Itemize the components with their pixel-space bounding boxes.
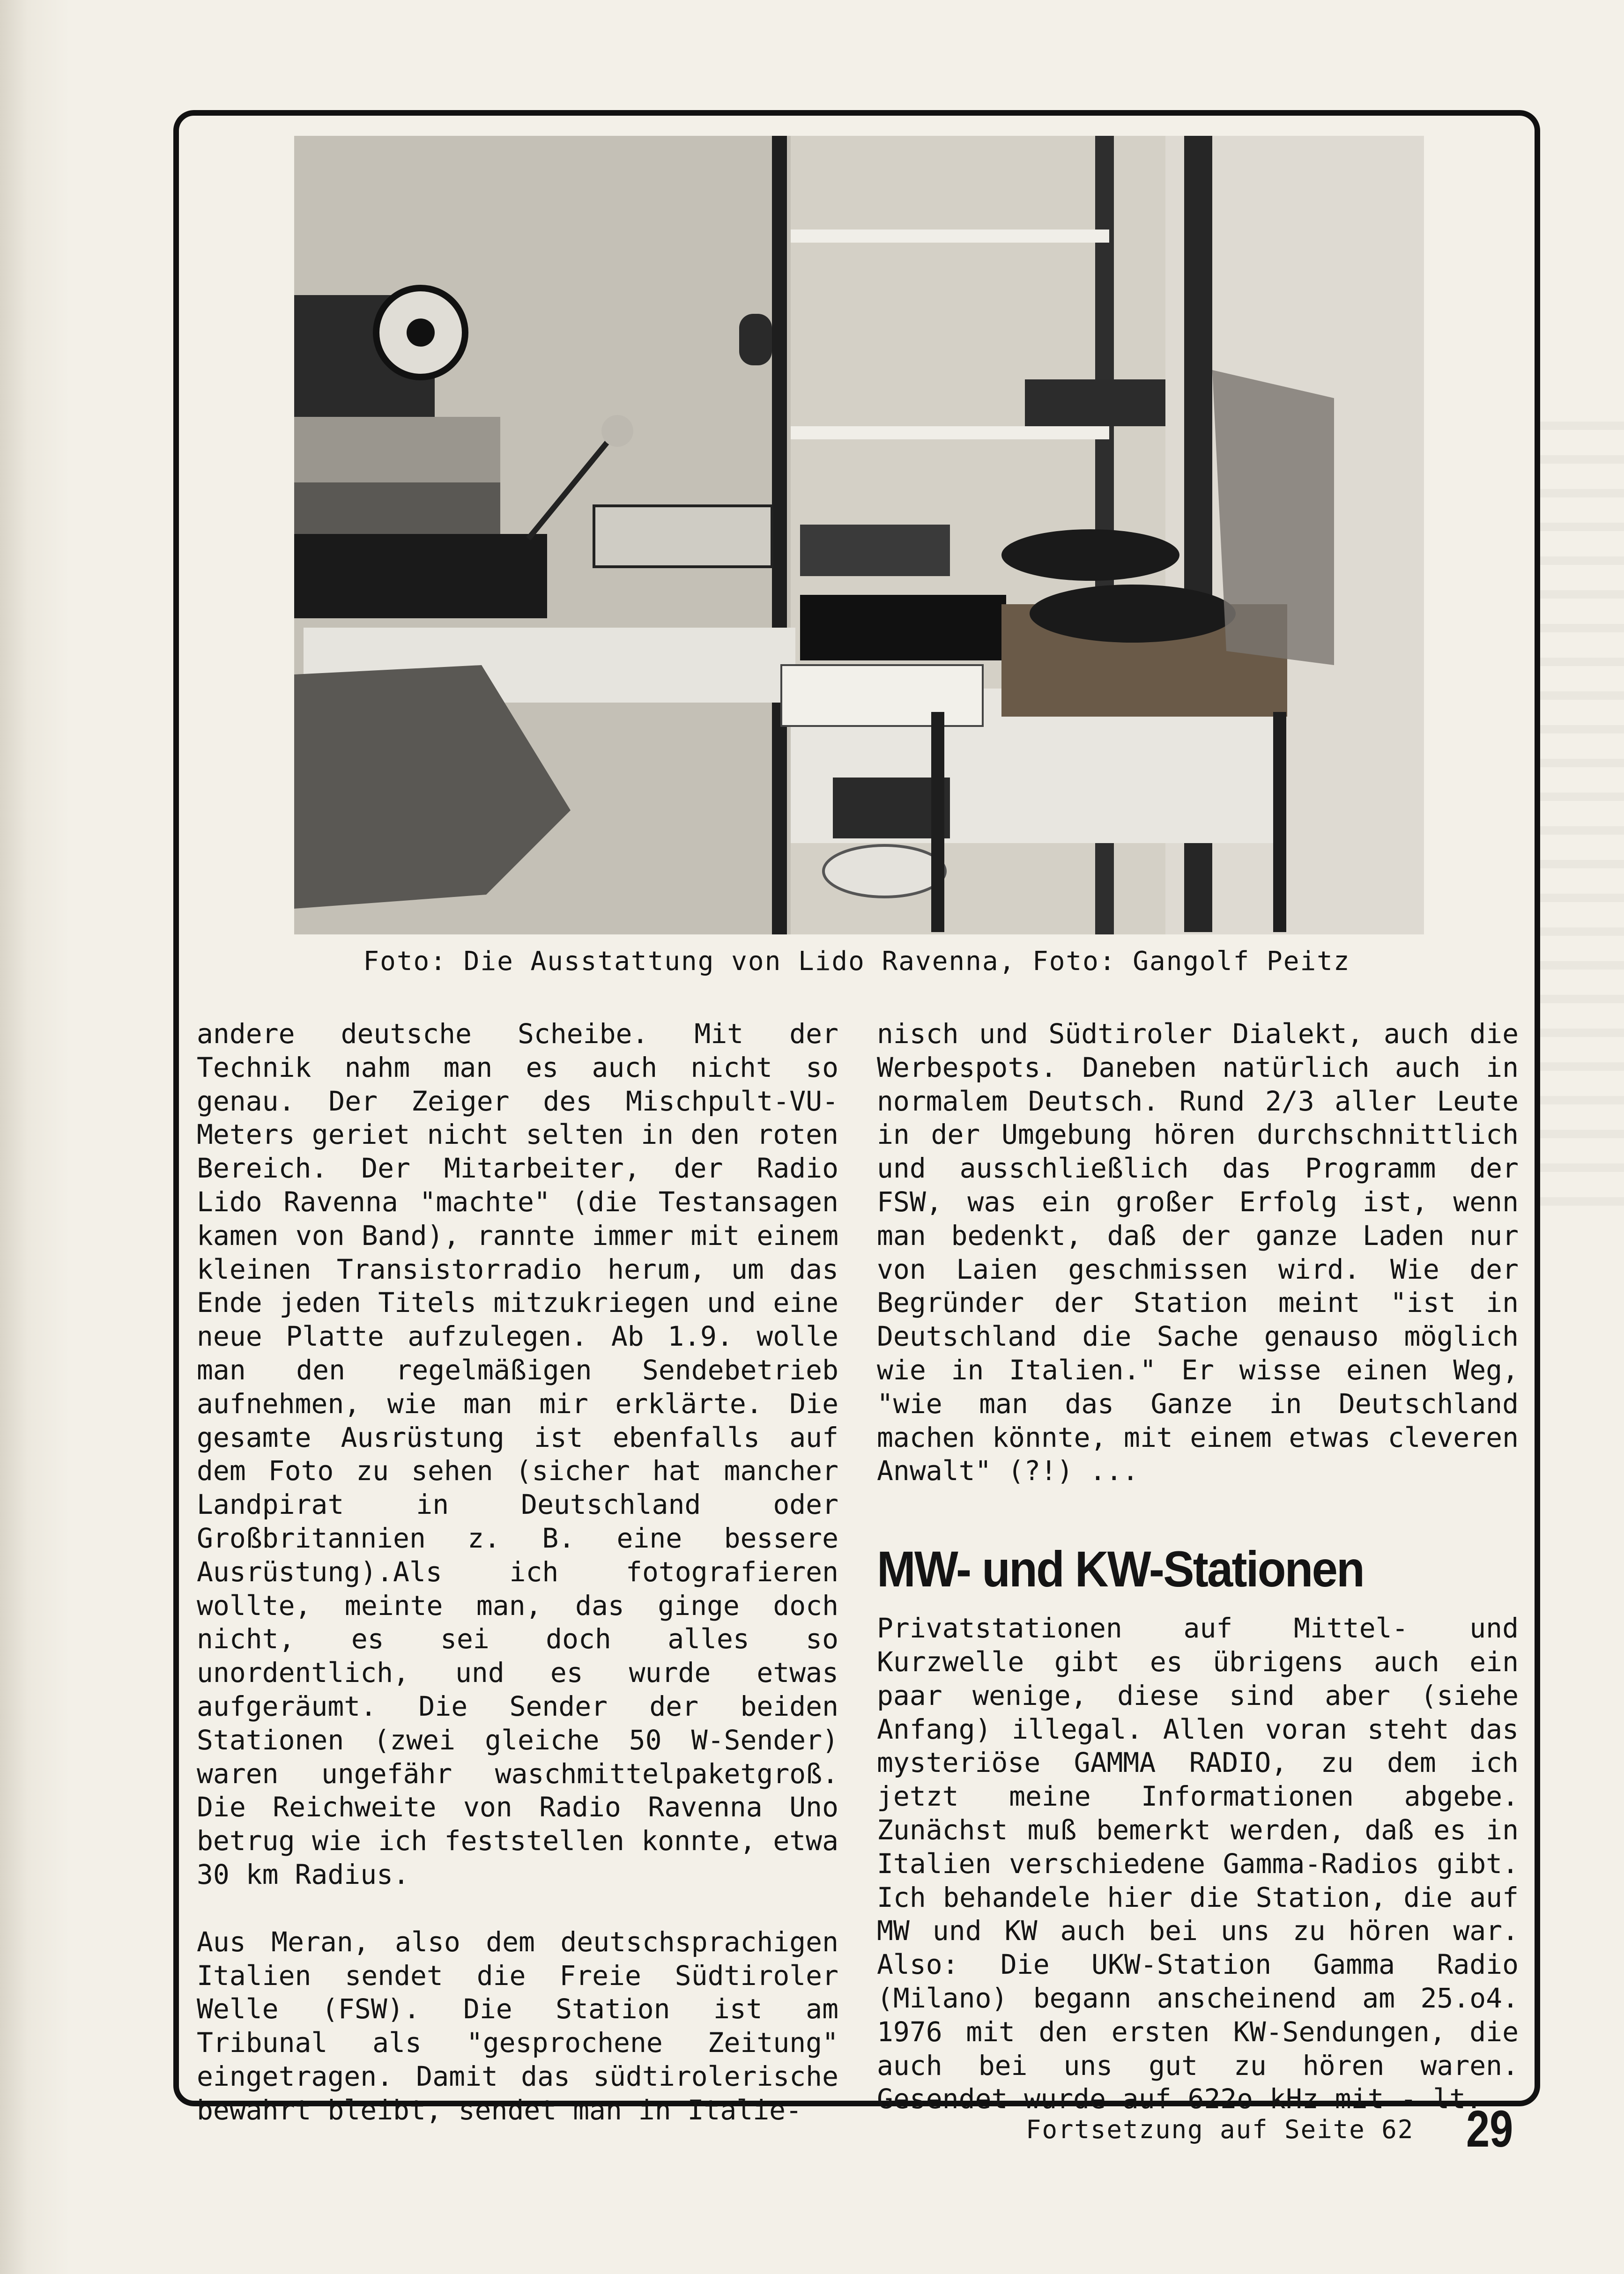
left-paragraph-1: andere deutsche Scheibe. Mit der Technik nahm man es auch nicht so genau. Der Zeiger des Mischpult-VU-Meters geriet nicht selten in den roten Bereich. Der Mitarbeiter, der Radio Lido Ravenna "machte" (die Testansagen kamen von Band), rannte immer mit einem kleinen Transistorradio herum, um das Ende jeden Titels mitzukriegen und eine neue Platte aufzulegen. Ab 1.9. wolle man den regelmäßigen Sendebetrieb aufnehmen, wie man mir erklärte. Die gesamte Ausrüstung ist ebenfalls auf dem Foto zu sehen (sicher hat mancher Landpirat in Deutschland oder Großbritannien z. B. eine bessere Ausrüstung).Als ich fotografieren wollte, meinte man, das ginge doch nicht, es sei doch alles so unordentlich, und es wurde etwas aufgeräumt. Die Sender der beiden Stationen (zwei gleiche 50 W-Sender) waren ungefähr waschmittelpaketgroß. Die Reichweite von Radio Ravenna Uno betrug wie ich feststellen konnte, etwa 30 km Radius.: [197, 1018, 838, 1890]
article-left-column: [197, 1017, 838, 2127]
continuation-note: Fortsetzung auf Seite 62: [1026, 2115, 1414, 2144]
section-heading: MW- und KW-Stationen: [877, 1541, 1364, 1598]
paragraph-gap: [197, 1892, 838, 1926]
bleed-through-text: [1535, 422, 1624, 1218]
photo-caption: Foto: Die Ausstattung von Lido Ravenna, Foto: Gangolf Peitz: [363, 946, 1350, 977]
article-right-column: [877, 1017, 1519, 2116]
studio-photo-graphic: [294, 136, 1424, 934]
page-number: 29: [1466, 2100, 1513, 2158]
page-spine-shadow: [0, 0, 70, 2274]
left-paragraph-2: Aus Meran, also dem deutschsprachigen Italien sendet die Freie Südtiroler Welle (FSW). Die Station ist am Tribunal als "gesprochene Zeitung" eingetragen. Damit das südtirolerische bewahrt bleibt, sendet man in Italie-: [197, 1926, 838, 2126]
studio-photo: [294, 136, 1424, 934]
right-paragraph-2: Privatstationen auf Mittel- und Kurzwelle gibt es übrigens auch ein paar wenige, diese sind aber (siehe Anfang) illegal. Allen voran steht das mysteriöse GAMMA RADIO, zu dem ich jetzt meine Informationen abgebe. Zunächst muß bemerkt werden, daß es in Italien verschiedene Gamma-Radios gibt. Ich behandele hier die Station, die auf MW und KW auch bei uns zu hören war. Also: Die UKW-Station Gamma Radio (Milano) begann anscheinend am 25.o4. 1976 mit den ersten KW-Sendungen, die auch bei uns gut zu hören waren. Gesendet wurde auf 622o kHz mit - lt.: [877, 1612, 1519, 2115]
right-paragraph-1: nisch und Südtiroler Dialekt, auch die Werbespots. Daneben natürlich auch in normalem Deutsch. Rund 2/3 aller Leute in der Umgebung hören durchschnittlich und ausschließlich das Programm der FSW, was ein großer Erfolg ist, wenn man bedenkt, daß der ganze Laden nur von Laien geschmissen wird. Wie der Begründer der Station meint "ist in Deutschland die Sache genauso möglich wie in Italien." Er wisse einen Weg, "wie man das Ganze in Deutschland machen könnte, mit einem etwas cleveren Anwalt" (?!) ...: [877, 1018, 1519, 1487]
